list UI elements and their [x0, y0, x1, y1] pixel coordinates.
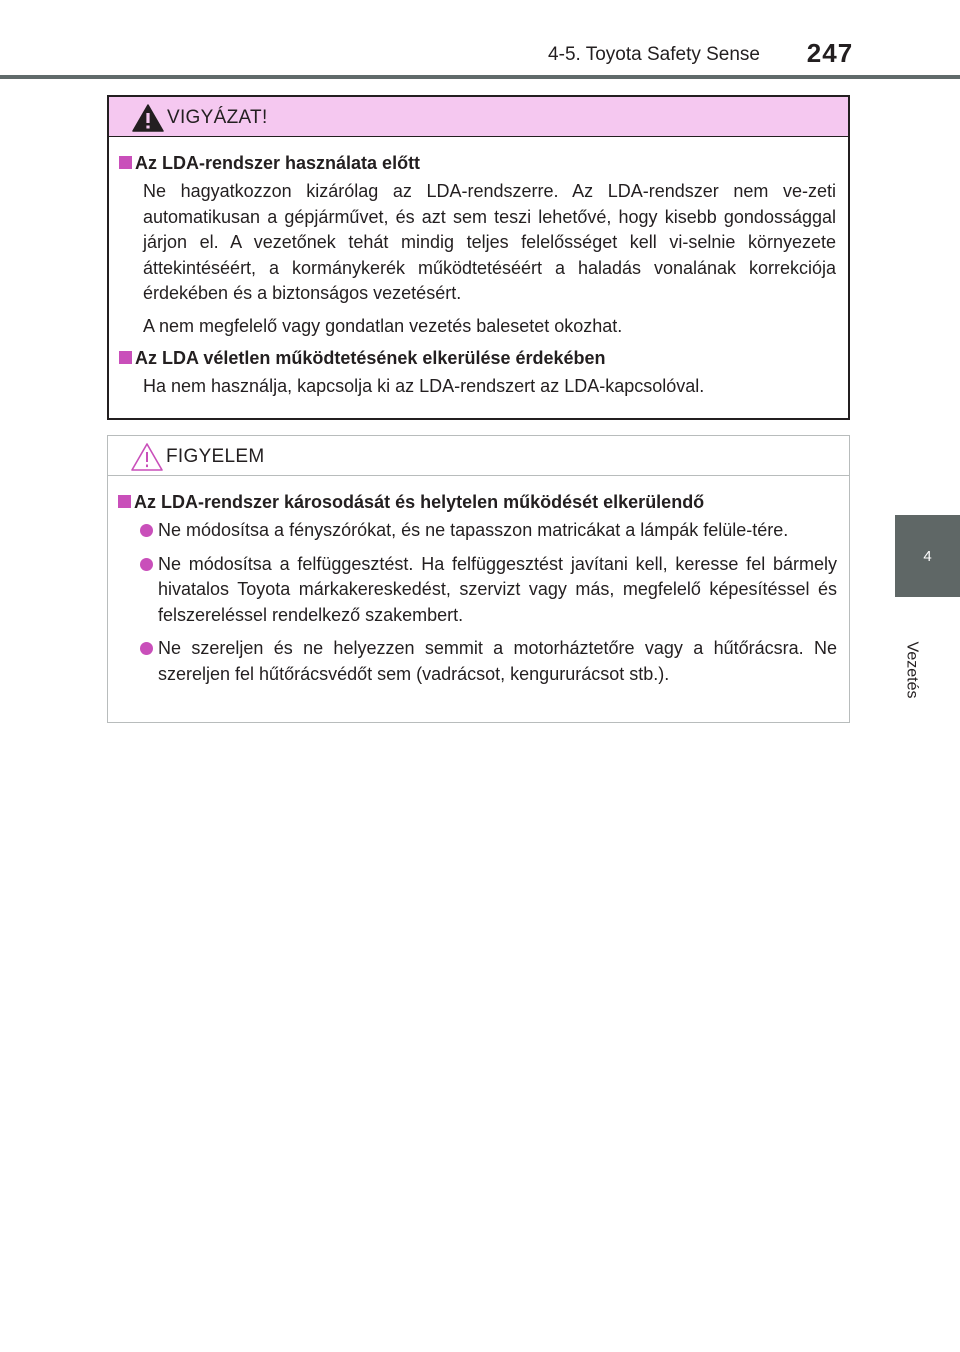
chapter-label — [893, 630, 929, 710]
list-item: Ne módosítsa a felfüggesztést. Ha felfüggesztést javítani kell, keresse fel bármely hivatalos Toyota márkakereskedést, szervizt vagy más, megfelelő képesítéssel és felszereléssel rendelkező szakembert. — [158, 552, 837, 629]
header-divider — [0, 75, 960, 79]
list-item: Ne módosítsa a fényszórókat, és ne tapasszon matricákat a lámpák felüle-tére. — [158, 518, 837, 544]
warning-body — [109, 137, 848, 400]
warning-paragraph: Ne hagyatkozzon kizárólag az LDA-rendszerre. Az LDA-rendszer nem ve-zeti automatikusan a gépjárművet, és azt sem teszi lehetővé, hogy kisebb gondossággal járjon el. A vezetőnek tehát mindig teljes felelősséget kell vi-selnie környezete áttekintéséért, a kormánykerék működtetéséért a haladás vonalának korrekciója érdekében és a biztonságos vezetésért. — [143, 181, 836, 303]
warning-section-title: Az LDA véletlen működtetésének elkerülése érdekében — [119, 346, 836, 371]
chapter-label-text: Vezetés — [903, 641, 920, 699]
warning-heading: VIGYÁZAT! — [167, 107, 268, 128]
notice-heading: FIGYELEM — [166, 446, 265, 467]
square-bullet-icon — [118, 495, 131, 508]
notice-box — [107, 435, 850, 723]
square-bullet-icon — [119, 156, 132, 169]
notice-body — [108, 476, 849, 687]
warning-header — [109, 97, 848, 137]
list-item: Ne szereljen és ne helyezzen semmit a motorháztetőre vagy a hűtőrácsra. Ne szereljen fel hűtőrácsvédőt sem (vadrácsot, kengururácsot stb.). — [158, 636, 837, 687]
square-bullet-icon — [119, 351, 132, 364]
notice-section-title: Az LDA-rendszer károsodását és helytelen működését elkerülendő — [118, 490, 837, 515]
chapter-number: 4 — [923, 547, 932, 565]
warning-section-title: Az LDA-rendszer használata előtt — [119, 151, 836, 176]
warning-paragraph: A nem megfelelő vagy gondatlan vezetés balesetet okozhat. — [143, 315, 623, 336]
circle-bullet-icon — [140, 524, 153, 537]
warning-paragraph: Ha nem használja, kapcsolja ki az LDA-rendszert az LDA-kapcsolóval. — [143, 376, 705, 396]
notice-header — [108, 436, 849, 476]
page-number: 247 — [806, 38, 854, 68]
caution-triangle-icon — [130, 442, 164, 472]
warning-triangle-icon — [131, 103, 165, 133]
circle-bullet-icon — [140, 558, 153, 571]
chapter-tab[interactable] — [895, 515, 960, 597]
circle-bullet-icon — [140, 642, 153, 655]
warning-box — [107, 95, 850, 420]
section-title: 4-5. Toyota Safety Sense — [548, 44, 760, 65]
